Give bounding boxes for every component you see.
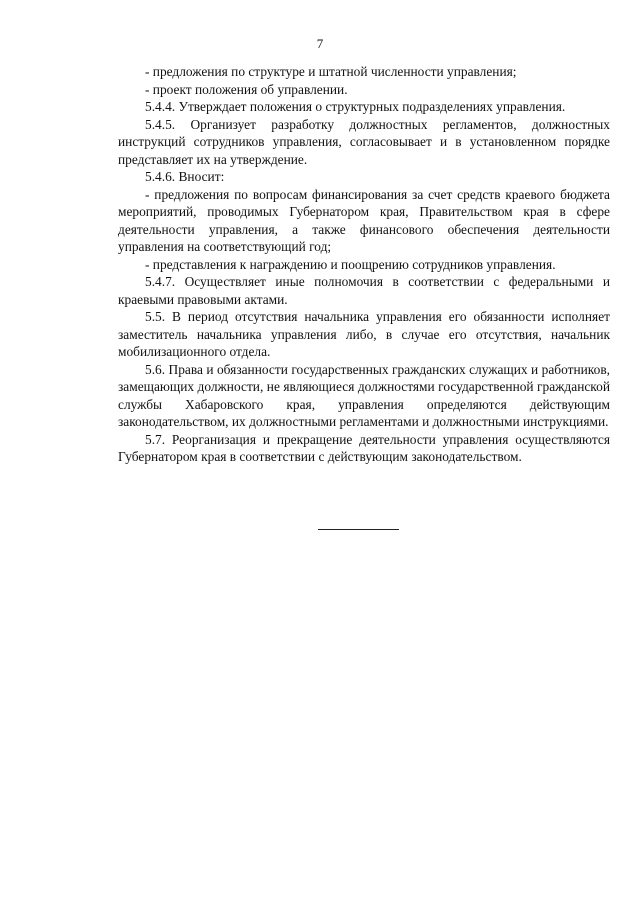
paragraph-5-6: 5.6. Права и обязанности государственных гражданских служащих и работников, замещающих должности, не являющиеся должностями государственной гражданской службы Хабаровского края, управления определяются действующим законодательством, их должностными регламентами и должностными инструкциями. bbox=[118, 361, 610, 429]
paragraph-regulation-draft: - проект положения об управлении. bbox=[145, 81, 348, 97]
paragraph-5-5: 5.5. В период отсутствия начальника управления его обязанности исполняет заместитель начальника управления либо, в случае его отсутствия, начальник мобилизационного отдела. bbox=[118, 309, 610, 359]
paragraph-5-4-6: 5.4.6. Вносит: bbox=[145, 169, 225, 184]
document-body bbox=[118, 63, 610, 466]
page-number: 7 bbox=[316, 36, 324, 51]
paragraph-5-4-4: 5.4.4. Утверждает положения о структурных подразделениях управления. bbox=[145, 99, 566, 114]
paragraph-financing-proposals: - предложения по вопросам финансирования за счет средств краевого бюджета мероприятий, проводимых Губернатором края, Правительством края в сфере деятельности управления, а также финансового обеспечения деятельности управления на соответствующий год; bbox=[118, 186, 610, 254]
end-of-document-line bbox=[318, 529, 399, 530]
paragraph-5-4-5: 5.4.5. Организует разработку должностных регламентов, должностных инструкций сотрудников управления, согласовывает и в установленном порядке представляет их на утверждение. bbox=[118, 116, 610, 167]
paragraph-structure-proposals: - предложения по структуре и штатной численности управления; bbox=[145, 64, 517, 79]
paragraph-award-submissions: - представления к награждению и поощрению сотрудников управления. bbox=[145, 256, 556, 272]
paragraph-5-4-7: 5.4.7. Осуществляет иные полномочия в соответствии с федеральными и краевыми правовыми актами. bbox=[118, 274, 610, 307]
paragraph-5-7: 5.7. Реорганизация и прекращение деятельности управления осуществляются Губернатором края в соответствии с действующим законодательством. bbox=[118, 431, 610, 464]
